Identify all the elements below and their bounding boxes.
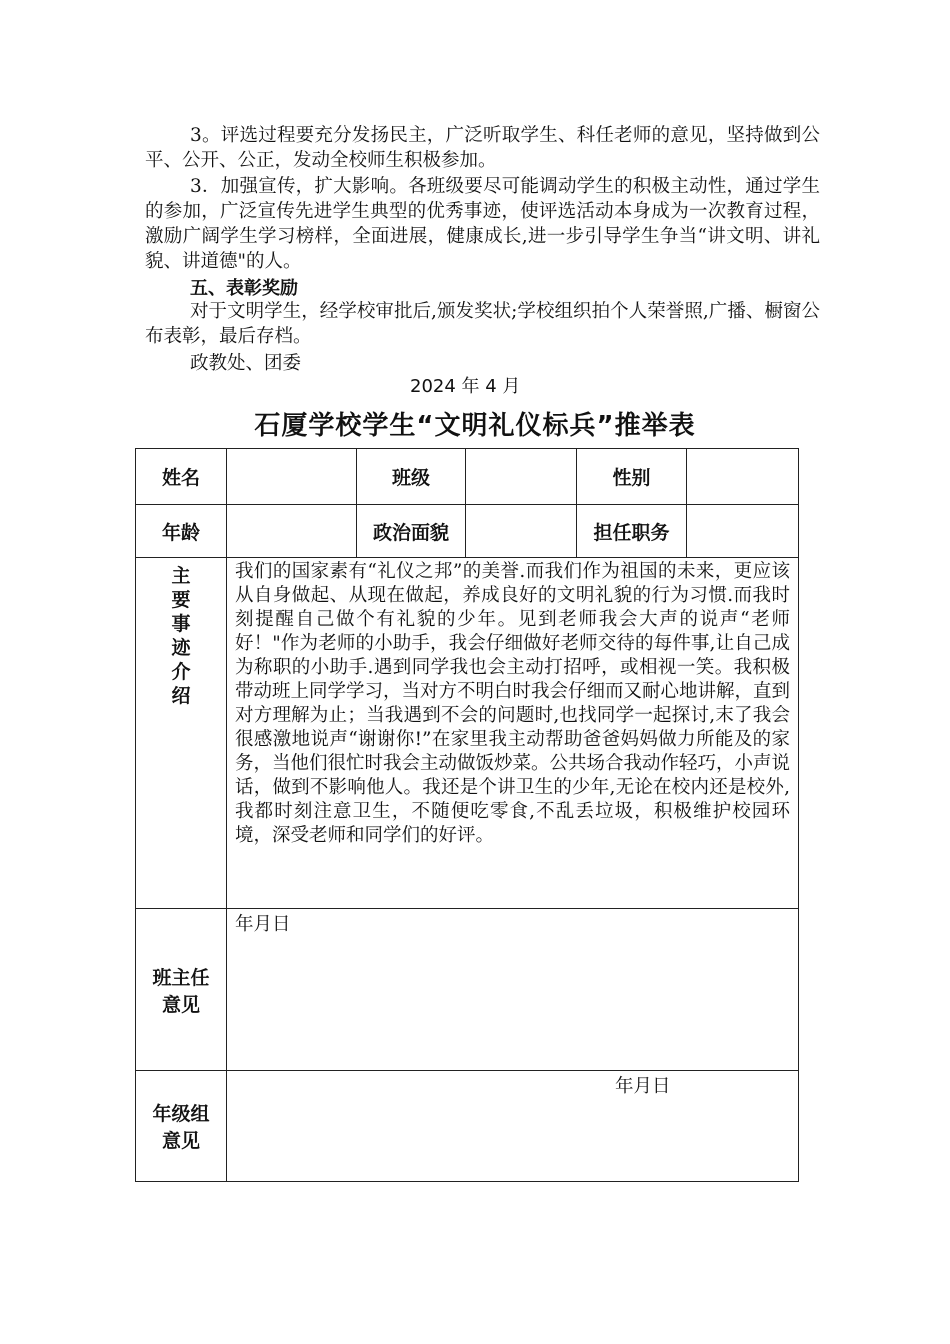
deeds-label-char: 主 [171,565,191,587]
gender-label: 性别 [577,449,687,505]
position-field[interactable] [687,505,799,558]
deeds-label-char: 迹 [171,637,191,659]
grade-group-opinion-field[interactable] [227,1071,799,1182]
name-label: 姓名 [136,449,227,505]
form-row-teacher-opinion [136,909,799,1071]
age-field[interactable] [227,505,357,558]
class-teacher-opinion-field[interactable] [227,909,799,1071]
issue-date: 2024 年 4 月 [410,376,521,397]
form-title: 石厦学校学生“文明礼仪标兵”推举表 [254,411,696,441]
grade-label-line2: 意见 [161,1130,200,1152]
name-field[interactable] [227,449,357,505]
political-status-label: 政治面貌 [357,505,466,558]
age-label: 年龄 [136,505,227,558]
position-label: 担任职务 [577,505,687,558]
form-row-deeds [136,558,799,909]
paragraph-publicity: 3．加强宣传，扩大影响。各班级要尽可能调动学生的积极主动性，通过学生的参加，广泛宣传先进学生典型的优秀事迹，使评选活动本身成为一次教育过程，激励广阔学生学习榜样，全面进展，健康成长,进一步引导学生争当“讲文明、讲礼貌、讲道德"的人。 [145,176,820,272]
grade-date-line: 年月日 [615,1076,671,1097]
class-field[interactable] [466,449,577,505]
grade-label-line1: 年级组 [152,1103,210,1125]
deeds-label-char: 要 [171,589,191,611]
section-heading-rewards: 五、表彰奖励 [190,278,298,299]
gender-field[interactable] [687,449,799,505]
teacher-label-line2: 意见 [161,993,200,1016]
nomination-form-table [135,448,799,1182]
paragraph-evaluation-process: 3。评选过程要充分发扬民主，广泛听取学生、科任老师的意见，坚持做到公平、公开、公正，发动全校师生积极参加。 [145,125,820,171]
teacher-label-line1: 班主任 [152,966,210,989]
class-label: 班级 [357,449,466,505]
paragraph-rewards: 对于文明学生，经学校审批后,颁发奖状;学校组织拍个人荣誉照,广播、橱窗公布表彰，最后存档。 [145,301,820,347]
teacher-date-line: 年月日 [235,914,291,935]
form-row-personal-info [136,505,799,558]
main-deeds-label [136,558,227,909]
grade-group-opinion-label [136,1071,227,1182]
deeds-label-char: 绍 [171,685,191,707]
deeds-label-char: 介 [171,661,191,683]
form-row-basic-info [136,449,799,505]
class-teacher-opinion-label [136,909,227,1071]
main-deeds-text[interactable]: 我们的国家素有“礼仪之邦”的美誉.而我们作为祖国的未来，更应该从自身做起、从现在做起，养成良好的文明礼貌的行为习惯.而我时刻提醒自己做个有礼貌的少年。见到老师我会大声的说声“老师好！"作为老师的小助手，我会仔细做好老师交待的每件事,让自己成为称职的小助手.遇到同学我也会主动打招呼，或相视一笑。我积极带动班上同学学习，当对方不明白时我会仔细而又耐心地讲解，直到对方理解为止；当我遇到不会的问题时,也找同学一起探讨,末了我会很感激地说声“谢谢你!”在家里我主动帮助爸爸妈妈做力所能及的家务，当他们很忙时我会主动做饭炒菜。公共场合我动作轻巧，小声说话，做到不影响他人。我还是个讲卫生的少年,无论在校内还是校外,我都时刻注意卫生，不随便吃零食,不乱丢垃圾，积极维护校园环境，深受老师和同学们的好评。 [227,558,799,909]
form-row-grade-opinion [136,1071,799,1182]
deeds-label-char: 事 [171,613,191,635]
political-status-field[interactable] [466,505,577,558]
issuer-signature: 政教处、团委 [190,353,302,374]
